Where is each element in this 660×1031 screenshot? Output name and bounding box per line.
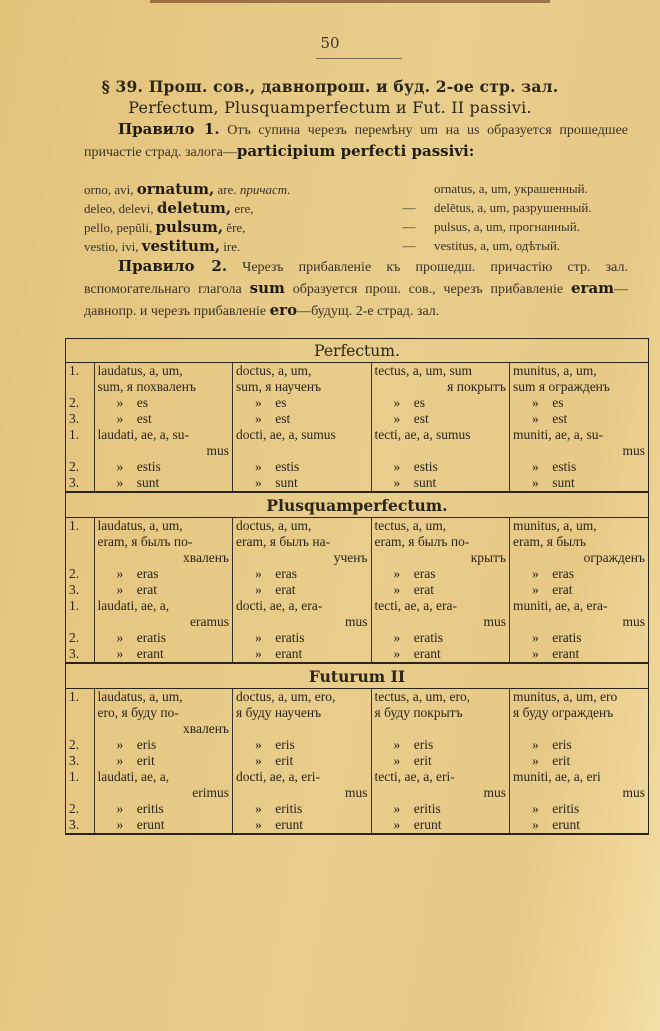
table-cell: » es bbox=[94, 395, 233, 411]
person-number: 2. bbox=[69, 459, 80, 474]
table-row bbox=[66, 737, 648, 753]
table-cell: » erunt bbox=[371, 817, 510, 833]
verb-principal-parts: deleo, delevi, deletum, ere, bbox=[84, 199, 254, 217]
table-row bbox=[66, 582, 648, 598]
table-cell: » est bbox=[371, 411, 510, 427]
verb-principal-parts: vestio, ivi, vestitum, ire. bbox=[84, 237, 241, 255]
page-number: 50 bbox=[320, 34, 340, 52]
table-cell: munitus, a, um, ero я буду огражденъ bbox=[510, 689, 649, 737]
table-cell: » sunt bbox=[371, 475, 510, 491]
table-cell: laudatus, a, um, eram, я былъ по- хваленъ bbox=[94, 518, 233, 566]
person-number: 2. bbox=[69, 566, 80, 581]
table-cell: tectus, a, um, eram, я былъ по- крытъ bbox=[371, 518, 510, 566]
table-cell: doctus, a, um, ero, я буду наученъ bbox=[233, 689, 372, 737]
tense-section bbox=[66, 662, 648, 833]
tense-title: Perfectum. bbox=[66, 339, 648, 363]
verb-supine: pulsum, bbox=[155, 218, 224, 236]
table-row bbox=[66, 769, 648, 801]
table-cell: » estis bbox=[371, 459, 510, 475]
person-number: 3. bbox=[69, 582, 80, 597]
verb-supine: ornatum, bbox=[136, 180, 215, 198]
table-cell: munitus, a, um, eram, я былъ огражденъ bbox=[510, 518, 649, 566]
table-cell: laudati, ae, a, su- mus bbox=[94, 427, 233, 459]
verb-participle: vestitus, a, um, одѣтый. bbox=[434, 238, 561, 253]
table-row bbox=[66, 566, 648, 582]
table-cell: » es bbox=[233, 395, 372, 411]
table-row bbox=[66, 411, 648, 427]
table-cell: » est bbox=[233, 411, 372, 427]
rule-1-text: Отъ супина черезъ перемѣну um на us образуется прошедшее причастіе страд. залога— bbox=[84, 123, 629, 160]
table-cell: » eritis bbox=[94, 801, 233, 817]
table-cell: » eras bbox=[371, 566, 510, 582]
person-number: 3. bbox=[69, 817, 80, 832]
table-cell: muniti, ae, a, su- mus bbox=[510, 427, 649, 459]
table-cell: » sunt bbox=[510, 475, 649, 491]
person-number: 1. bbox=[69, 518, 80, 533]
table-cell: » erant bbox=[233, 646, 372, 662]
conjugation-table bbox=[65, 338, 649, 835]
ditto-dash bbox=[384, 180, 434, 199]
table-cell: docti, ae, a, era- mus bbox=[233, 598, 372, 630]
table-cell: laudatus, a, um, ero, я буду по- хваленъ bbox=[94, 689, 233, 737]
table-cell: » eras bbox=[94, 566, 233, 582]
table-cell: » erat bbox=[371, 582, 510, 598]
table-cell: docti, ae, a, eri- mus bbox=[233, 769, 372, 801]
table-cell: » erunt bbox=[94, 817, 233, 833]
table-cell: » eritis bbox=[371, 801, 510, 817]
rule-2-eram: eram bbox=[570, 279, 615, 297]
table-cell: » eratis bbox=[510, 630, 649, 646]
person-number: 1. bbox=[69, 769, 80, 784]
person-number: 2. bbox=[69, 801, 80, 816]
page-top-edge bbox=[150, 0, 550, 3]
table-row bbox=[66, 646, 648, 662]
person-number: 1. bbox=[69, 427, 80, 442]
person-number: 2. bbox=[69, 737, 80, 752]
table-cell: » eritis bbox=[510, 801, 649, 817]
table-cell: » erit bbox=[94, 753, 233, 769]
rule-1-title: Правило 1. bbox=[118, 120, 220, 138]
table-cell: » sunt bbox=[233, 475, 372, 491]
table-cell: » eris bbox=[94, 737, 233, 753]
rule-2-text-b: образуется прош. сов., черезъ прибавленіе bbox=[292, 282, 564, 297]
person-number: 2. bbox=[69, 630, 80, 645]
table-cell: tecti, ae, a, era- mus bbox=[371, 598, 510, 630]
table-cell: » erant bbox=[371, 646, 510, 662]
verb-participle: ornatus, a, um, украшенный. bbox=[434, 181, 588, 196]
rule-1-term: participium perfecti passivi: bbox=[236, 142, 475, 160]
table-row bbox=[66, 753, 648, 769]
rule-2-ero: ero bbox=[269, 301, 298, 319]
verb-supine: vestitum, bbox=[141, 237, 221, 255]
table-cell: muniti, ae, a, era- mus bbox=[510, 598, 649, 630]
person-number: 1. bbox=[69, 598, 80, 613]
rule-2-sum: sum bbox=[249, 279, 285, 297]
tense-title: Futurum II bbox=[66, 664, 648, 689]
verb-principal-parts: orno, avi, ornatum, are. причаст. bbox=[84, 180, 291, 198]
table-cell: laudati, ae, a, erimus bbox=[94, 769, 233, 801]
table-cell: » est bbox=[510, 411, 649, 427]
table-cell: » eras bbox=[233, 566, 372, 582]
table-cell: » erit bbox=[233, 753, 372, 769]
person-number: 1. bbox=[69, 689, 80, 704]
person-number: 3. bbox=[69, 475, 80, 490]
verb-row bbox=[84, 237, 629, 256]
verb-row bbox=[84, 199, 629, 218]
table-cell: tecti, ae, a, eri- mus bbox=[371, 769, 510, 801]
table-row bbox=[66, 475, 648, 491]
table-cell: » eritis bbox=[233, 801, 372, 817]
table-cell: » erat bbox=[94, 582, 233, 598]
verb-participle: delētus, a, um, разрушенный. bbox=[434, 200, 592, 215]
table-row bbox=[66, 630, 648, 646]
tense-table bbox=[66, 363, 648, 491]
table-cell: » eris bbox=[233, 737, 372, 753]
tense-title: Plusquamperfectum. bbox=[66, 493, 648, 518]
table-row bbox=[66, 395, 648, 411]
table-cell: » sunt bbox=[94, 475, 233, 491]
table-cell: » erunt bbox=[510, 817, 649, 833]
section-subheading: Perfectum, Plusquamperfectum и Fut. II passivi. bbox=[128, 98, 532, 117]
rule-2-title: Правило 2. bbox=[118, 257, 228, 275]
table-row bbox=[66, 459, 648, 475]
table-cell: » est bbox=[94, 411, 233, 427]
table-cell: » eratis bbox=[94, 630, 233, 646]
table-cell: » eras bbox=[510, 566, 649, 582]
table-row bbox=[66, 598, 648, 630]
verb-row bbox=[84, 218, 629, 237]
table-row bbox=[66, 801, 648, 817]
tense-section bbox=[66, 339, 648, 491]
table-cell: tectus, a, um, sum я покрытъ bbox=[371, 363, 510, 395]
person-number: 3. bbox=[69, 646, 80, 661]
page-number-rule bbox=[316, 58, 402, 59]
table-cell: » eris bbox=[510, 737, 649, 753]
verb-participle: pulsus, a, um, прогнанный. bbox=[434, 219, 580, 234]
table-row bbox=[66, 689, 648, 737]
table-cell: doctus, a, um, sum, я наученъ bbox=[233, 363, 372, 395]
person-number: 3. bbox=[69, 753, 80, 768]
rule-2-text-c: —давнопр. и черезъ прибавленіе bbox=[84, 282, 629, 319]
table-cell: » erat bbox=[510, 582, 649, 598]
table-cell: » eratis bbox=[233, 630, 372, 646]
table-cell: » estis bbox=[233, 459, 372, 475]
table-cell: » erit bbox=[510, 753, 649, 769]
rule-2-text-d: —будущ. 2-е страд. зал. bbox=[297, 304, 440, 319]
ditto-dash: — bbox=[402, 219, 416, 234]
table-row bbox=[66, 427, 648, 459]
table-cell: doctus, a, um, eram, я былъ на- ученъ bbox=[233, 518, 372, 566]
table-cell: laudatus, a, um, sum, я похваленъ bbox=[94, 363, 233, 395]
tense-table bbox=[66, 518, 648, 662]
table-cell: » erit bbox=[371, 753, 510, 769]
section-heading: § 39. Прош. сов., давнопрош. и буд. 2-ое стр. зал. bbox=[101, 77, 559, 96]
table-cell: » erat bbox=[233, 582, 372, 598]
tense-section bbox=[66, 491, 648, 662]
person-number: 3. bbox=[69, 411, 80, 426]
table-cell: muniti, ae, a, eri mus bbox=[510, 769, 649, 801]
rule-2-text-a: Черезъ прибавленіе къ прошедш. причастію стр. зал. вспомогательнаго глагола bbox=[84, 260, 628, 297]
table-cell: docti, ae, a, sumus bbox=[233, 427, 372, 459]
table-row bbox=[66, 817, 648, 833]
table-cell: » erant bbox=[94, 646, 233, 662]
ditto-dash: — bbox=[402, 238, 416, 253]
rule-1-paragraph bbox=[84, 119, 628, 163]
table-cell: » erunt bbox=[233, 817, 372, 833]
person-number: 1. bbox=[69, 363, 80, 378]
table-cell: tecti, ae, a, sumus bbox=[371, 427, 510, 459]
verb-examples bbox=[84, 180, 629, 256]
verb-row bbox=[84, 180, 629, 199]
table-cell: » es bbox=[510, 395, 649, 411]
table-cell: » erant bbox=[510, 646, 649, 662]
ditto-dash: — bbox=[402, 200, 416, 215]
table-cell: » estis bbox=[510, 459, 649, 475]
table-row bbox=[66, 518, 648, 566]
tense-table bbox=[66, 689, 648, 833]
table-cell: » eris bbox=[371, 737, 510, 753]
table-cell: » es bbox=[371, 395, 510, 411]
participle-label: причаст. bbox=[239, 182, 291, 197]
verb-supine: deletum, bbox=[156, 199, 232, 217]
table-cell: » estis bbox=[94, 459, 233, 475]
table-cell: » eratis bbox=[371, 630, 510, 646]
table-cell: laudati, ae, a, eramus bbox=[94, 598, 233, 630]
table-row bbox=[66, 363, 648, 395]
table-cell: tectus, a, um, ero, я буду покрытъ bbox=[371, 689, 510, 737]
rule-2-paragraph bbox=[84, 256, 628, 322]
person-number: 2. bbox=[69, 395, 80, 410]
table-cell: munitus, a, um, sum я огражденъ bbox=[510, 363, 649, 395]
verb-principal-parts: pello, pepŭli, pulsum, ĕre, bbox=[84, 218, 246, 236]
